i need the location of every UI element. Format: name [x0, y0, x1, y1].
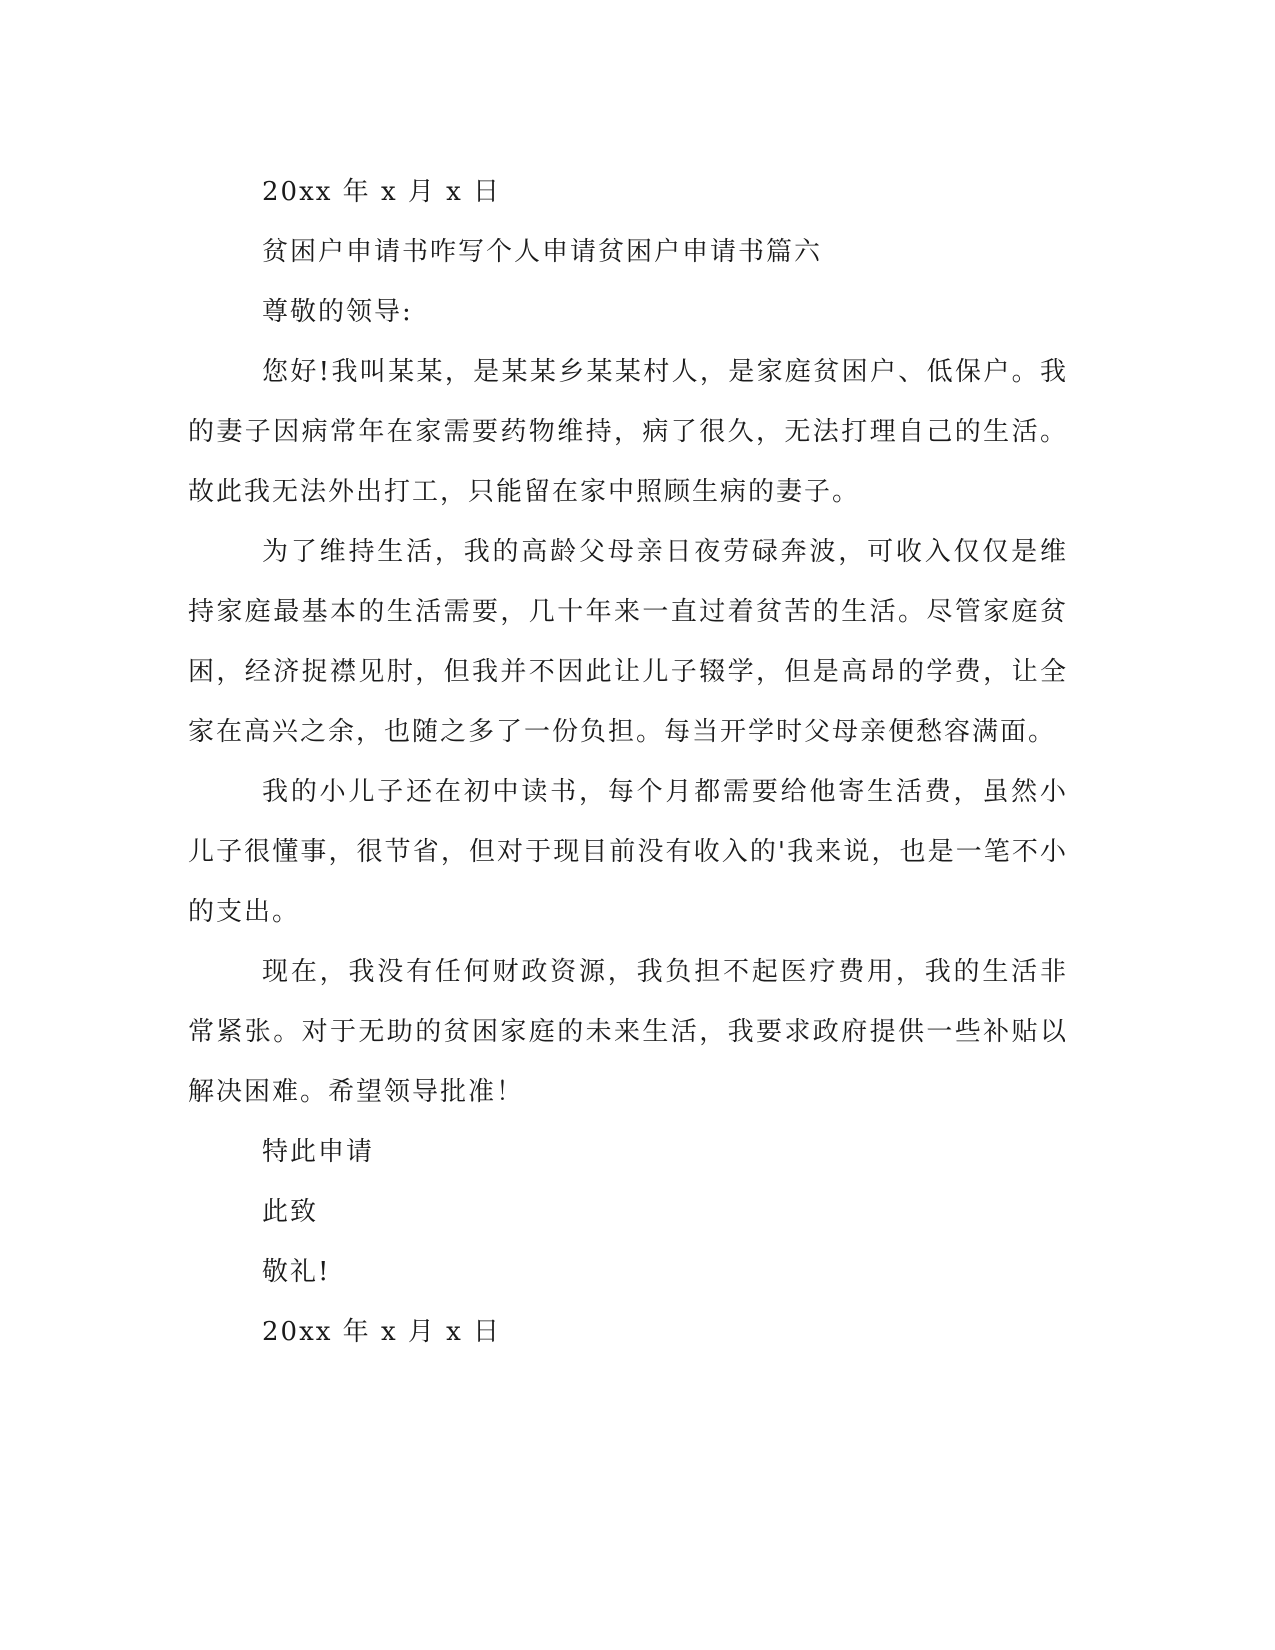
paragraph-3: 我的小儿子还在初中读书，每个月都需要给他寄生活费，虽然小儿子很懂事，很节省，但对于现目前没有收入的'我来说，也是一笔不小的支出。 [188, 777, 1068, 927]
paragraph-4: 现在，我没有任何财政资源，我负担不起医疗费用，我的生活非常紧张。对于无助的贫困家庭的未来生活，我要求政府提供一些补贴以解决困难。希望领导批准！ [188, 957, 1068, 1107]
closing-salute: 敬礼! [262, 1257, 331, 1287]
date-top: 20xx 年 x 月 x 日 [262, 177, 502, 207]
document-body [188, 162, 1068, 1362]
closing-request: 特此申请 [262, 1137, 375, 1167]
paragraph-1: 您好!我叫某某，是某某乡某某村人，是家庭贫困户、低保户。我的妻子因病常年在家需要药物维持，病了很久，无法打理自己的生活。故此我无法外出打工，只能留在家中照顾生病的妻子。 [188, 357, 1068, 507]
salutation: 尊敬的领导: [262, 297, 413, 327]
document-title: 贫困户申请书咋写个人申请贫困户申请书篇六 [262, 237, 823, 267]
closing-to: 此致 [262, 1197, 319, 1227]
date-bottom: 20xx 年 x 月 x 日 [262, 1317, 502, 1347]
paragraph-2: 为了维持生活，我的高龄父母亲日夜劳碌奔波，可收入仅仅是维持家庭最基本的生活需要，几十年来一直过着贫苦的生活。尽管家庭贫困，经济捉襟见肘，但我并不因此让儿子辍学，但是高昂的学费，让全家在高兴之余，也随之多了一份负担。每当开学时父母亲便愁容满面。 [188, 537, 1068, 747]
